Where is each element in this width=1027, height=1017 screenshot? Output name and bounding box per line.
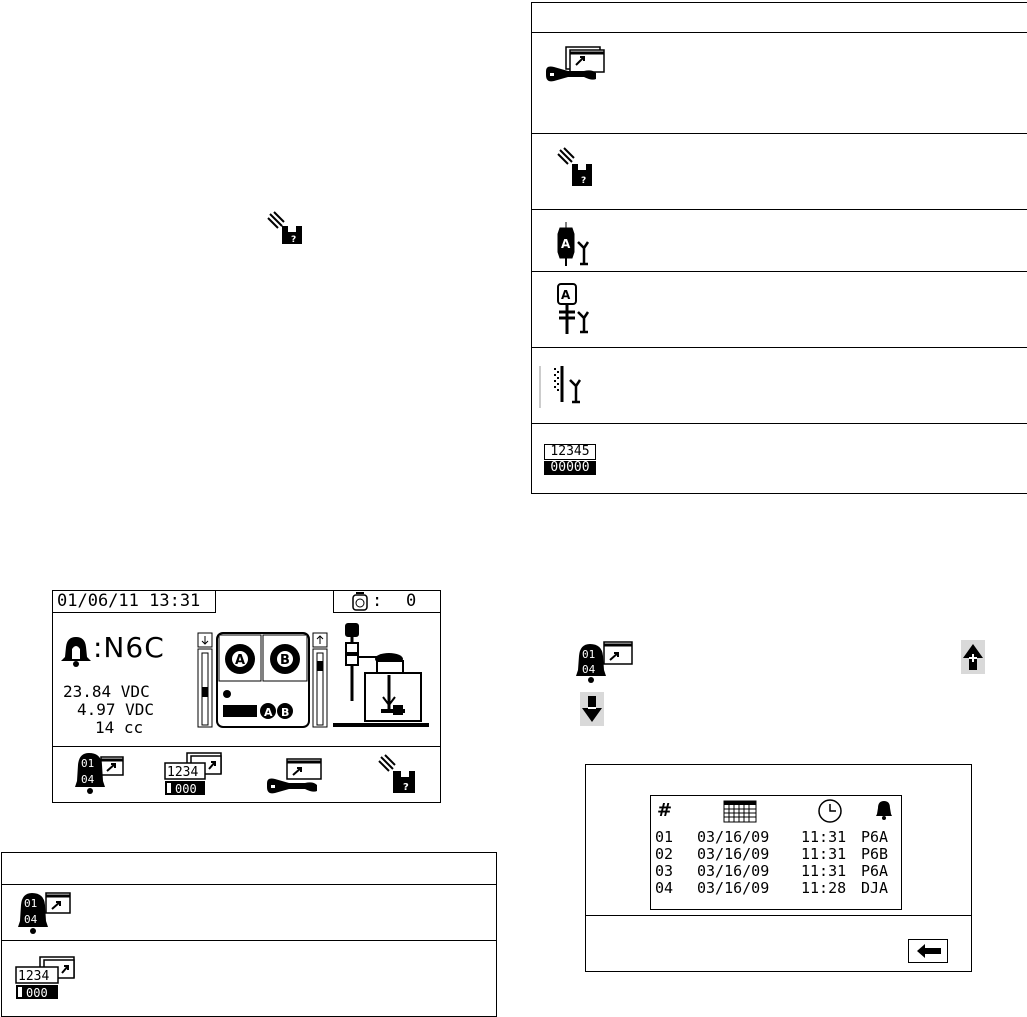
- row-code: DJA: [861, 879, 889, 897]
- error-log-icon: [16, 891, 72, 941]
- error-log-rows: [655, 829, 901, 897]
- counter-bottom-value: 00000: [544, 461, 596, 475]
- row-date: 03/16/09: [697, 879, 770, 897]
- svg-text:A: A: [561, 237, 571, 251]
- table-row: [2, 884, 496, 941]
- svg-text:?: ?: [581, 176, 587, 186]
- icon-reference-table: [531, 2, 1027, 494]
- table-row: [532, 133, 1027, 210]
- svg-text:B: B: [281, 706, 290, 719]
- row-date: 03/16/09: [697, 845, 770, 863]
- setup-wrench-icon: [267, 759, 327, 803]
- counter-display: [333, 590, 441, 613]
- arrow-down-icon: [580, 692, 604, 726]
- row-time: 11:31: [801, 845, 847, 863]
- pump-b-label: B: [280, 653, 290, 668]
- table-row: [655, 880, 901, 897]
- svg-text:A: A: [264, 706, 273, 719]
- row-number: 01: [655, 828, 674, 846]
- table-row: [655, 863, 901, 880]
- troubleshoot-icon: [264, 210, 304, 250]
- totals-softkey[interactable]: [165, 751, 225, 795]
- table-row: [532, 32, 1027, 134]
- counter-value: 0: [406, 591, 417, 611]
- troubleshoot-softkey[interactable]: [375, 753, 419, 797]
- error-log-screen: [585, 764, 972, 972]
- error-log-bottom-text: 04: [24, 913, 38, 926]
- table-row: [532, 209, 1027, 272]
- row-code: P6A: [861, 828, 889, 846]
- soft-key-bar-divider: [586, 915, 971, 916]
- table-row: [655, 846, 901, 863]
- totals-icon: [16, 955, 78, 1005]
- scroll-down-button[interactable]: [580, 692, 604, 726]
- error-log-icon: [75, 751, 127, 801]
- row-date: 03/16/09: [697, 862, 770, 880]
- voltage-2: 4.97 VDC: [77, 700, 155, 719]
- column-number-header: #: [657, 800, 673, 821]
- pump-a-label: A: [235, 653, 246, 668]
- counter-top-value: 12345: [544, 444, 596, 460]
- volume: 14 cc: [95, 718, 144, 737]
- error-log-icon: [574, 642, 634, 692]
- calendar-icon: [723, 799, 759, 827]
- error-log-softkey[interactable]: [75, 751, 127, 797]
- counter-colon: :: [372, 591, 383, 611]
- table-row: [532, 347, 1027, 424]
- spray-maintenance-icon: [538, 362, 588, 416]
- troubleshoot-icon: [375, 753, 419, 801]
- home-screen: [52, 590, 441, 803]
- cycle-counter-icon: [352, 593, 368, 617]
- scroll-up-button[interactable]: [961, 640, 985, 674]
- error-log-top-text: 01: [582, 648, 596, 661]
- pump-a-seal-maintenance-icon: [556, 284, 592, 338]
- svg-text:?: ?: [403, 782, 409, 793]
- totals-top-text: 1234: [167, 765, 199, 780]
- error-log-table: [650, 795, 902, 910]
- pump-diagram: [197, 631, 329, 729]
- table-header-row: [2, 853, 496, 884]
- totals-bottom-text: 000: [26, 986, 48, 1000]
- row-code: P6B: [861, 845, 889, 863]
- table-header-row: [532, 3, 1027, 32]
- table-row: [2, 940, 496, 1017]
- row-number: 03: [655, 862, 674, 880]
- bell-icon: [875, 800, 893, 824]
- row-date: 03/16/09: [697, 828, 770, 846]
- totals-bottom-text: 000: [175, 782, 197, 796]
- row-number: 04: [655, 879, 674, 897]
- clock-icon: [817, 798, 843, 828]
- svg-text:A: A: [561, 288, 571, 302]
- row-time: 11:31: [801, 862, 847, 880]
- table-row: [532, 271, 1027, 348]
- dispense-valve-diagram: [331, 621, 431, 737]
- soft-key-bar-divider: [53, 746, 440, 747]
- back-arrow-icon: [909, 940, 947, 962]
- table-row: [532, 423, 1027, 494]
- voltage-1: 23.84 VDC: [63, 682, 150, 701]
- table-row: [655, 829, 901, 846]
- error-code: :N6C: [93, 631, 165, 664]
- error-log-bottom-text: 04: [582, 663, 596, 676]
- row-time: 11:31: [801, 828, 847, 846]
- arrow-up-icon: [961, 640, 985, 674]
- totals-top-text: 1234: [18, 969, 50, 984]
- softkey-reference-table: [1, 852, 497, 1017]
- counter-icon: [544, 444, 596, 475]
- row-time: 11:28: [801, 879, 847, 897]
- setup-softkey[interactable]: [267, 759, 327, 799]
- pump-a-maintenance-icon: [556, 222, 592, 270]
- error-log-bottom-text: 04: [81, 773, 95, 786]
- back-button[interactable]: [908, 939, 948, 963]
- error-log-top-text: 01: [81, 757, 95, 770]
- row-code: P6A: [861, 862, 889, 880]
- alarm-bell-icon: [59, 635, 93, 671]
- datetime-display: 01/06/11 13:31: [52, 590, 216, 613]
- error-log-top-text: 01: [24, 897, 38, 910]
- totals-icon: [165, 751, 225, 799]
- row-number: 02: [655, 845, 674, 863]
- svg-text:?: ?: [291, 235, 297, 245]
- setup-wrench-icon: [544, 45, 604, 93]
- troubleshoot-icon: [554, 146, 594, 194]
